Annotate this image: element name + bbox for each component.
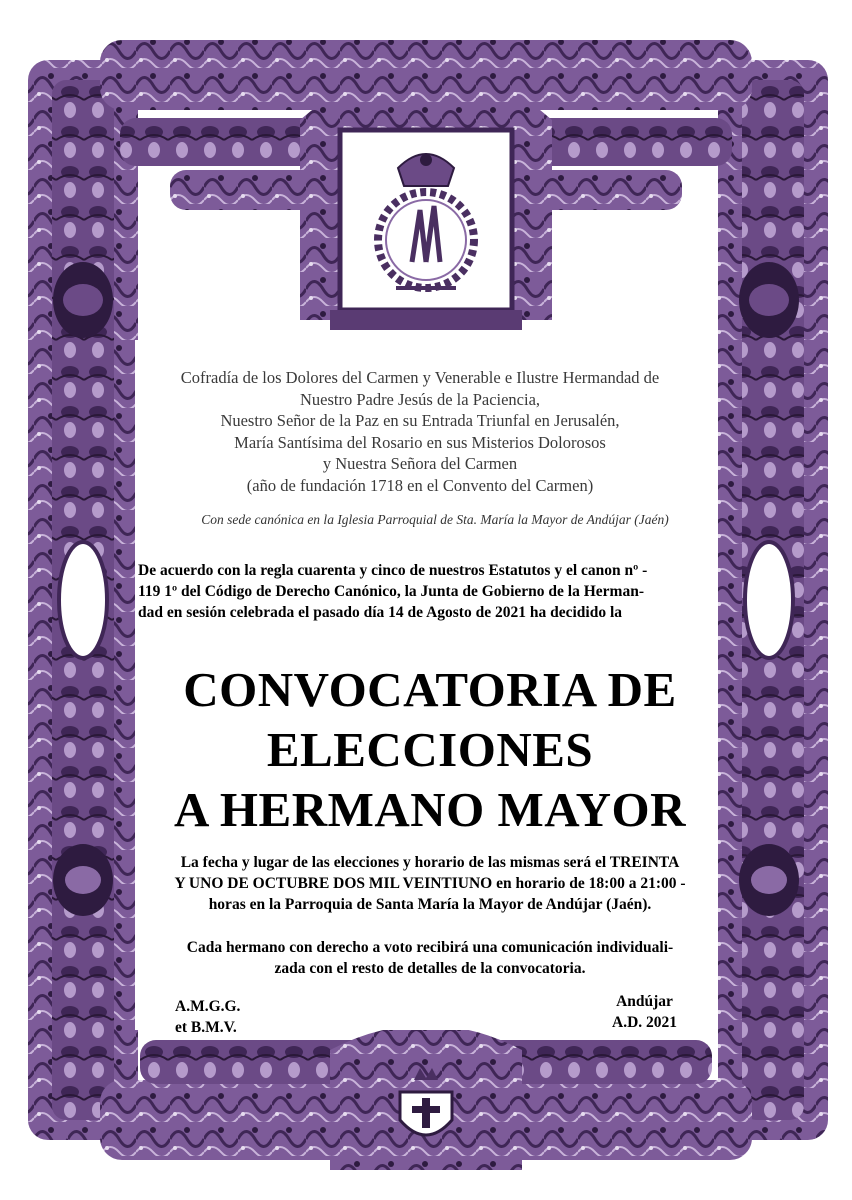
motto-signature [175, 996, 240, 1038]
place-line: Andújar [616, 993, 673, 1010]
notification-paragraph [125, 937, 735, 979]
brotherhood-title [140, 367, 700, 496]
header-line: Nuestro Padre Jesús de la Paciencia, [299, 389, 541, 409]
intro-line: 119 1º del Código de Derecho Canónico, la Junta de Gobierno de la Herman- [138, 583, 644, 600]
cada-line: Cada hermano con derecho a voto recibirá una comunicación individuali- [186, 939, 674, 956]
intro-line: De acuerdo con la regla cuarenta y cinco de nuestros Estatutos y el canon nº - [138, 562, 648, 579]
fecha-line: horas en la Parroquia de Santa María la Mayor de Andújar (Jaén). [208, 896, 652, 913]
election-date-paragraph [125, 852, 735, 915]
headline-line: A HERMANO MAYOR [173, 782, 687, 837]
header-line: Nuestro Señor de la Paz en su Entrada Triunfal en Jerusalén, [220, 411, 620, 430]
header-line: y Nuestra Señora del Carmen [322, 454, 518, 473]
motto-line: A.M.G.G. [175, 998, 241, 1015]
header-line: María Santísima del Rosario en sus Misterios Dolorosos [234, 432, 606, 452]
date-line: A.D. 2021 [612, 1014, 678, 1031]
place-date-signature [612, 991, 677, 1033]
header-line: (año de fundación 1718 en el Convento del Carmen) [246, 475, 594, 495]
intro-paragraph [138, 560, 718, 623]
headline-line: CONVOCATORIA DE [183, 662, 677, 717]
intro-line: dad en sesión celebrada el pasado día 14 de Agosto de 2021 ha decidido la [138, 604, 623, 621]
main-headline [120, 660, 740, 840]
cada-line: zada con el resto de detalles de la convocatoria. [274, 960, 586, 977]
fecha-line: Y UNO DE OCTUBRE DOS MIL VEINTIUNO en horario de 18:00 a 21:00 - [174, 875, 686, 892]
motto-line: et B.M.V. [175, 1019, 237, 1036]
header-line: Cofradía de los Dolores del Carmen y Venerable e Ilustre Hermandad de [180, 368, 660, 387]
canonical-seat: Con sede canónica en la Iglesia Parroquial de Sta. María la Mayor de Andújar (Jaén) [201, 512, 669, 527]
headline-line: ELECCIONES [266, 722, 594, 777]
fecha-line: La fecha y lugar de las elecciones y horario de las mismas será el TREINTA [180, 854, 680, 871]
